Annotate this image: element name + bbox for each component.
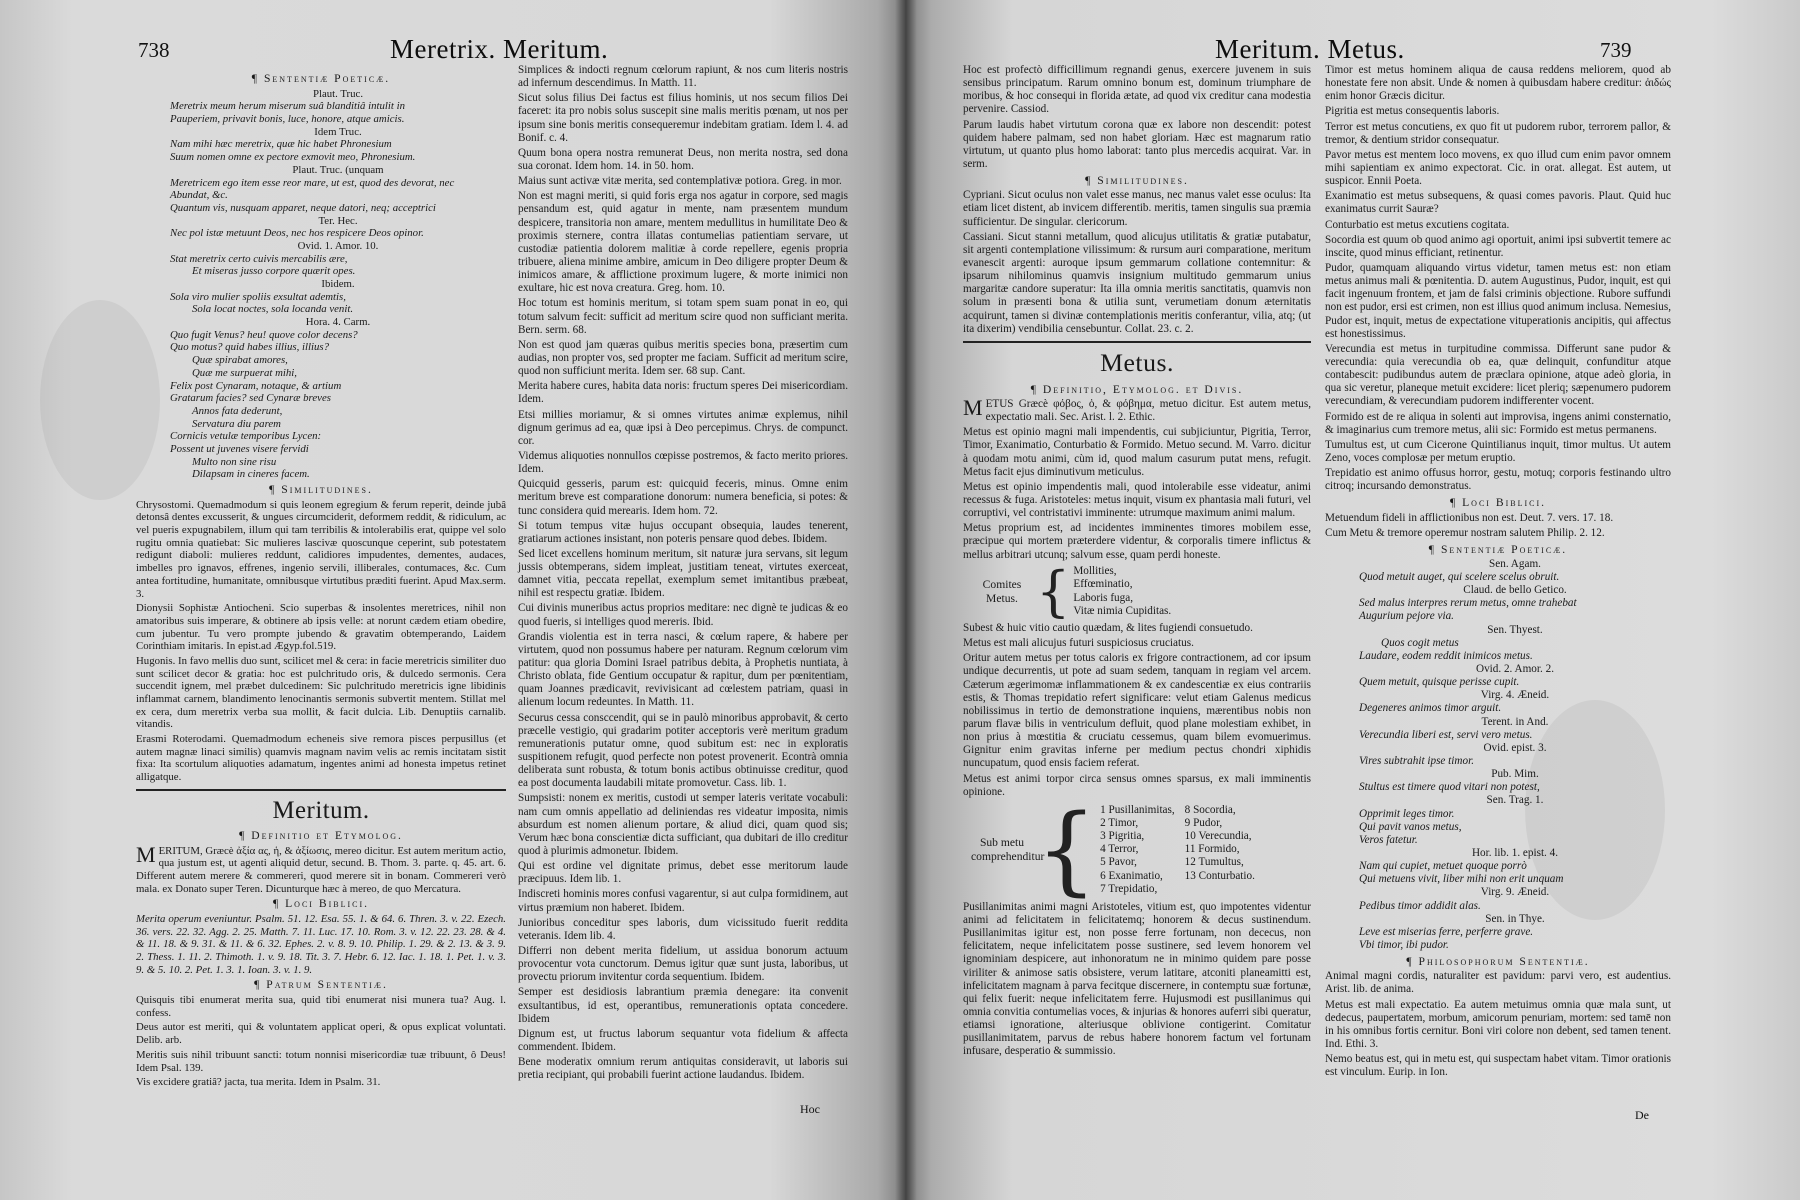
- paragraph: Formido est de re aliqua in solenti aut improvisa, ingens animi consternatio, & imaginarius cum tremore metus, alii sic: Formido est metus permanens.: [1325, 410, 1671, 436]
- paragraph: Animal magni cordis, naturaliter est pavidum: parvi vero, est audentius. Arist. lib. de anima.: [1325, 970, 1671, 996]
- paragraph: Dignum est, ut fructus laborum sequantur vota fidelium & affecta commendent. Ibidem.: [518, 1027, 848, 1053]
- brace-item: 3 Pigritia,: [1100, 830, 1145, 843]
- running-head-left: Meretrix. Meritum.: [390, 34, 609, 64]
- paragraph: METUS Græcè φόβος, ὁ, & φόβημα, metuo dicitur. Est autem metus, expectatio mali. Sec. Arist. l. 2. Ethic.: [963, 394, 1311, 424]
- paragraph: Differri non debent merita fidelium, ut assidua bonorum actuum provocentur vota cunctorum. Demus igitur quæ sunt justa, laboribus, ut provectu priorum invitentur corda sequentium. Ibidem.: [518, 945, 848, 984]
- paragraph: Verecundia est metus in turpitudine commissa. Differunt sane pudor & verecundia: quia verecundia ob ea, quæ delinquit, confunditur atque contabescit: pudibundus autem de præclara opinione, atque adeò gloria, in qua sic veretur, planeque metuit excidere: licet pleriq; sæpenumero pudorem verecundiam, & verecundiam pudorem indifferenter vocent.: [1325, 342, 1671, 408]
- page-number-left: 738: [138, 38, 170, 62]
- paragraph: Junioribus conceditur spes laboris, dum vicissitudo fuerit reddita veteranis. Idem lib. 4.: [518, 916, 848, 942]
- drop-cap: M: [136, 841, 156, 867]
- paragraph: Metus est mali alicujus futuri suspiciosus cruciatus.: [963, 637, 1194, 650]
- left-column-1: [136, 70, 506, 1091]
- section-heading: ¶ Similitudines.: [1085, 174, 1189, 188]
- brace-item: 6 Exanimatio,: [1100, 869, 1163, 882]
- paragraph: Bene moderatix omnium rerum antiquitas consideravit, ut laboris sui pretia recipiant, qui probabili fuerint actione laudandus. Ibidem.: [518, 1056, 848, 1082]
- brace-item: 9 Pudor,: [1184, 816, 1223, 829]
- brace-item: Mollities,: [1073, 564, 1117, 577]
- comites-brace-list: Comites Metus. { Mollities, Effœminatio, Laboris fuga, Vitæ nimia Cupiditas.: [982, 559, 1172, 623]
- brace-item: Vitæ nimia Cupiditas.: [1073, 605, 1172, 618]
- paragraph: Deus autor est meriti, qui & voluntatem applicat operi, & opus explicat voluntati. Delib. arb.: [136, 1021, 506, 1047]
- paragraph: Si totum tempus vitæ hujus occupant obsequia, laudes tenerent, gratiarum actiones insistant, non poteris pensare quod debes. Ibidem.: [518, 519, 848, 545]
- paragraph: Quicquid gesseris, parum est: quicquid feceris, minus. Omne enim meritum breve est comparatione donorum: numera beneficia, si potes: & tunc considera quid merearis. Idem hom. 72.: [518, 478, 848, 517]
- brace-glyph: {: [1036, 793, 1098, 906]
- paragraph: Vis excidere gratiâ? jacta, tua merita. Idem in Psalm. 31.: [136, 1076, 381, 1089]
- paragraph: Qui est ordine vel dignitate primus, debet esse meritorum laude præcipuus. Idem lib. 1.: [518, 860, 848, 886]
- paragraph: Non est quod jam quæras quibus meritis species bona, præsertim cum audias, non propter vos, sed propter me faciam. Sufficit ad meritum scire, quod non sufficiunt merita. Idem ser. 68 sup. Cant.: [518, 338, 848, 378]
- paragraph: Metus est opinio impendentis mali, quod intolerabile esse videatur, animi recessus & fuga. Aristoteles: metus inquit, visum ex phantasia mali futuri, vel corruptivi, vel contristativi imminente: utrumque maximum animi malum.: [963, 480, 1311, 520]
- right-page: [905, 0, 1800, 1200]
- brace-item: 2 Timor,: [1100, 816, 1139, 829]
- brace-item: 7 Trepidatio,: [1100, 882, 1158, 895]
- paragraph: Subest & huic vitio cautio quædam, & lites fugiendi consuetudo.: [963, 622, 1253, 635]
- paragraph: Pusillanimitas animi magni Aristoteles, vitium est, quo impotentes videntur animi ad felicitatem in felicitatemq; honorem & decus sustinendum. Pusillanimitas igitur est, non posse ferre fortunam, non dececus, non felicitatem, neque infelicitatem posse sustinere, sed levem honorem vel ignominiam despicere, aut inhonoratum ne in minimo quidem pare posse viriliter & animose satis obsistere, verum latitare, atconiti planeamitti est, infelicitatem magnam à parva fecitque discernere, in contemptu suæ fortunæ, qui felix fuerit: neque infelicitatem ferre. Hujusmodi est pusillanimus qui omnia convitia contumelias voces, & injurias & honores auferri sibi queratur, etiamsi ignoratione, alteriusque oblivione contigerint. Comitatur pusillanimitatem, parvus de rebus habere honorem factum vel fortunam infusare, desperatio & summissio.: [963, 900, 1311, 1058]
- paragraph: Grandis violentia est in terra nasci, & cœlum rapere, & habere per virtutem, quod non possumus habere per naturam. Regnum cœlorum vim patitur: qua gloria Domini Israel patribus debita, à Prophetis nuntiata, à Christo oblata, fide Gentium occupatur & rapitur, dum per pœnitentiam, quam Joannes prædicavit, revivisicant ad cœlestem patriam, quasi in alienum locum redeuntes. In Matth. 11.: [518, 630, 848, 709]
- paragraph: Securus cessa consccendit, qui se in paulò minoribus approbavit, & certo præcelle vestigio, qui gradarim potiter acceptoris verè meritum gradum remunerationis putatur omne, quod subitum est: nec in exploratis suspitionem refugit, quod perfecte non potest provenerit. Econtrà omnia deliberata sunt robusta, & totum bonis actibus obtinuisse creditur, quod ea post documenta laudabili mitate promovetur. Cass. lib. 1.: [518, 711, 848, 790]
- brace-item: 8 Socordia,: [1184, 803, 1236, 816]
- brace-items: [1073, 565, 1171, 619]
- brace-item: 4 Terror,: [1100, 843, 1139, 856]
- poetic-quotes: Sen. Agam. Quod metuit auget, qui scelere scelus obruit. Claud. de bello Getico. Sed malus interpres rerum metus, omne trahebat Augurium pejore via. Sen. Thyest. Quos cogit metus Laudare, eodem reddit inimicos metus. Ovid. 2. Amor. 2. Quem metuit, quisque perisse cupit. Virg. 4. Æneid. Degeneres animos timor arguit. Terent. in And. Verecundia liberi est, servi vero metus. Ovid. epist. 3. Vires subtrahit ipse timor. Pub. Mim. Stultus est timere quod vitari non potest, Sen. Trag. 1. Opprimit leges timor. Qui pavit vanos metus, Veros fatetur. Hor. lib. 1. epist. 4. Nam qui cupiet, metuet quoque porrò Qui metuens vivit, liber mihi non erit unquam Virg. 9. Æneid. Pedibus timor addidit alas. Sen. in Thye. Leve est miserias ferre, perferre grave. Vbi timor, ibi pudor.: [1359, 557, 1577, 951]
- paragraph: Socordia est quum ob quod animo agi oportuit, animi ipsi subvertit temere ac inscite, quod minus efficiant, retinentur.: [1325, 233, 1671, 259]
- brace-item: 5 Pavor,: [1100, 856, 1137, 869]
- paragraph: Indiscreti hominis mores confusi vagarentur, si aut culpa formidinem, aut virtus præmium non haberet. Ibidem.: [518, 888, 848, 914]
- paragraph: Cui divinis muneribus actus proprios meditare: nec dignè te judicas & eo quod fueris, si intelliges quod mereris. Ibid.: [518, 602, 848, 628]
- section-heading: ¶ Similitudines.: [269, 483, 373, 496]
- paragraph: Simplices & indocti regnum cœlorum rapiunt, & nos cum literis nostris ad infernum descendimus. In Matth. 11.: [518, 64, 848, 90]
- paragraph: Hugonis. In favo mellis duo sunt, scilicet mel & cera: in facie meretricis similiter duo sunt scilicet decor & gratia: hoc est pulchritudo oris, & dulcedo sermonis. Cera succendit ignem, mel præbet dulcedinem: Sic pulchritudo meretricis igne libidinis inflammat carnem, blandimento lenocinantis sermonis subvertit mentem. Stillat mel ex cera, dum meretrix verba sua mollit, & facit dulcia. Lib. Denuptiis carnalib. vitandis.: [136, 654, 506, 731]
- section-heading: ¶ Sententiæ Poeticæ.: [1428, 542, 1568, 556]
- paragraph: Chrysostomi. Quemadmodum si quis leonem egregium & ferum reperit, deinde jubâ detonsâ dentes excusserit, & ungues circumciderit, deformem reddit, & ridiculum, ac vel pueris expugnabilem, illum qui tam terribilis & intolerabilis erat, quippe vel solo rugitu omnia quatiebat: Sic mulieres lascivæ quoscunque ceperint, sub potestatem redigunt diaboli: mulieres reddunt, calidiores impudentes, dementes, audaces, imbelles pro ignavos, effrenes, ingenio servili, illiberales, contumaces, &c. Cum antea fortitudine, humanitate, omnibusque virtutibus præditi fuerint. Apud Max.serm. 3.: [136, 498, 506, 600]
- brace-item: 13 Conturbatio.: [1184, 869, 1255, 882]
- drop-cap: M: [963, 394, 983, 420]
- paragraph: Pavor metus est mentem loco movens, ex quo illud cum enim pavor omnem mihi sapientiam ex animo expectorat. Cic. in orat. allegat. Est autem, ut suspicor. Ennii Poeta.: [1325, 148, 1671, 188]
- paragraph: Pigritia est metus consequentis laboris.: [1325, 105, 1500, 118]
- section-rule: [136, 789, 506, 791]
- section-heading: ¶ Patrum Sententiæ.: [254, 978, 388, 992]
- brace-glyph: {: [1036, 559, 1071, 623]
- paragraph: Trepidatio est animo offusus horror, gestu, motuq; corporis festinando ultro citroq; incursando demonstratus.: [1325, 467, 1671, 493]
- section-heading: ¶ Sententiæ Poeticæ.: [251, 72, 391, 85]
- paragraph: MERITUM, Græcè ἀξία ας, ἡ, & ἀξίωσις, mereo dicitur. Est autem meritum actio, qua justum est, ut agenti aliquid detur, secund. B. Thom. 3. parte. q. 45. art. 6. Different autem merere & commereri, quod merere sit in bonam. Commereri verò mala. ex Donato super Teren. Dicunturque hæc à mereo, de quo Mercatura.: [136, 841, 506, 895]
- brace-item: Laboris fuga,: [1073, 591, 1134, 604]
- section-rule: [963, 341, 1311, 343]
- section-heading: ¶ Definitio et Etymolog.: [239, 828, 403, 842]
- brace-items: [1100, 804, 1259, 896]
- running-head-right: Meritum. Metus.: [1215, 34, 1405, 64]
- paragraph: Etsi millies moriamur, & si omnes virtutes animæ explemus, nihil dignum gerimus ad ea, quæ ipsi à Deo percepimus. Chrys. de compunct. cor.: [518, 408, 848, 447]
- paragraph: Merita habere cures, habita data noris: fructum speres Dei misericordiam. Idem.: [518, 380, 848, 406]
- section-heading: ¶ Philosophorum Sententiæ.: [1406, 955, 1590, 969]
- paragraph: Parum laudis habet virtutum corona quæ ex labore non descendit: potest quidem habere palmam, sed non habet gloriam. Hæc est magnarum ratio virtutum, ut quanto plus homo laborat: tanto plus mercedis acquirat. Var. in serm.: [963, 118, 1311, 170]
- paragraph: Cypriani. Sicut oculus non valet esse manus, nec manus valet esse oculus: Ita etiam licet distent, ab invicem differentib. meritis, tamen singulis sua præmia sufficientur. De singular. clericorum.: [963, 189, 1311, 228]
- right-column-2: [1325, 64, 1671, 1081]
- paper-stain: [40, 300, 160, 500]
- paragraph: Maius sunt activæ vitæ merita, sed contemplativæ potiora. Greg. in mor.: [518, 175, 842, 188]
- paragraph: Oritur autem metus per totus caloris ex frigore contractionem, ad cor ipsum undique decurrentis, ut pote ad suam sedem, tanquam in regiam vel arcem. Cæterum ægerimomæ inflammationem & ex candescentiæ ex eius contrariis estis, & Thomas trepidatio refert significare: velut etiam Galenus medicus nobilissimus in tertio de demonstratione inquiens, mærentibus nobis non parum flavæ bilis in ventriculum defluit, quod plane molestiam exhibet, in non prius à mœstitia & cruciatu cessemus, quam bilem evomuerimus. Gignitur enim gravitas inferne per medium pectus chondri xiphidis nuncupatum, quod ensis faciem referat.: [963, 652, 1311, 770]
- paragraph: Nemo beatus est, qui in metu est, qui suspectam habet vitam. Timor orationis est vinculum. Eurip. in Ion.: [1325, 1053, 1671, 1079]
- paragraph: Cassiani. Sicut stanni metallum, quod alicujus utilitatis & gratiæ putabatur, sit argenti contemplatione vilissimum: & rursum auri comparatione, meritum evanescit argenti: auroque ipsum gemmarum collatione contemnitur: & ipsarum nihilominus quamvis insignium multitudo gemmarum unius margaritæ candore superatur: Ita illa omnia meritis sanctitatis, quamvis non solum in præsenti bona & utilia sunt, verumetiam donum æternitatis acquirunt, tamen si divinæ contemplationis meritis conferantur, vilia, atq; (ut ita dixerim) vendibilia censebuntur. Collat. 23. c. 2.: [963, 230, 1311, 335]
- section-heading: ¶ Loci Biblici.: [272, 897, 370, 911]
- brace-item: 1 Pusillanimitas,: [1100, 803, 1175, 816]
- entry-title-metus: Metus.: [1100, 347, 1174, 377]
- paragraph: Hoc totum est hominis meritum, si totam spem suam ponat in eo, qui totum salvum fecit: sufficit ad meritum scire quod non sufficiant merita. Bern. serm. 68.: [518, 297, 848, 336]
- paragraph: Semper est desidiosis labrantium præmia denegare: ita convenit exsultantibus, id est, operantibus, remunerationis optata concedere. Ibidem: [518, 986, 848, 1025]
- paragraph: Dionysii Sophistæ Antiocheni. Scio superbas & insolentes meretrices, nihil non amatoribus suis imperare, & obtinere ab ipsis velle: at norunt cædem etiam obedire, cum jubentur. Tu vero prompte jubendo & gravatim obtemperando, Laidem Corinthiam imitaris. In epist.ad Ægyp.fol.519.: [136, 602, 506, 653]
- paragraph: Metus proprium est, ad incidentes imminentes timores mobilem esse, præcipue qui mortem præterdere videntur, & corporalis timere inflictus & mellus arbitrari utcunq; salvum esse, quam perdi honeste.: [963, 522, 1311, 561]
- paragraph: Timor est metus hominem aliqua de causa reddens meliorem, quod ab honestate fere non absit. Unde & nomen à quibusdam habere creditur: ἀιδώς enim honor Græcis dicitur.: [1325, 64, 1671, 103]
- poetic-quotes: Plaut. Truc. Meretrix meum herum miserum suâ blanditiâ intulit in Pauperiem, privavit bonis, luce, honore, atque amicis. Idem Truc. Nam mihi hæc meretrix, quæ hic habet Phronesium Suum nomen omne ex pectore exmovit meo, Phronesium. Plaut. Truc. (unquam Meretricem ego item esse reor mare, ut est, quod des devorat, nec Abundat, &c. Quantum vis, nusquam apparet, neque datori, neq; acceptrici Ter. Hec. Nec pol istæ metuunt Deos, nec hos respicere Deos opinor. Ovid. 1. Amor. 10. Stat meretrix certo cuivis mercabilis ære, Et miseras jusso corpore quærit opes. Ibidem. Sola viro mulier spoliis exsultat ademtis, Sola locat noctes, sola locanda venit. Hora. 4. Carm. Quo fugit Venus? heu! quove color decens? Quo motus? quid habes illius, illius? Quæ spirabat amores, Quæ me surpuerat mihi, Felix post Cynaram, notaque, & artium Gratarum facies? sed Cynaræ breves Annos fata dederunt, Servatura diu parem Cornicis vetulæ temporibus Lycen: Possent ut juvenes visere fervidi Multo non sine risu Dilapsam in cineres facem.: [170, 87, 455, 481]
- paragraph: Cum Metu & tremore operemur nostram salutem Philip. 2. 12.: [1325, 526, 1605, 539]
- paragraph: Meritis suis nihil tribuunt sancti: totum nonnisi misericordiæ tuæ tribuunt, ô Deus! Idem Psal. 139.: [136, 1048, 506, 1074]
- paragraph: Sumpsisti: nonem ex meritis, custodi ut semper lateris veritate vocabuli: nam cum omnis appellatio ad deliniendas res videatur imposita, nimis absurdum est nomen alienum portare, & aliud dici, quam quod sis; Verum hæc bona conscientiæ dicta sufficiant, qua dubitari de illo creditur quod à plurimis admonetur. Ibidem.: [518, 792, 848, 858]
- paragraph: Metus est mali expectatio. Ea autem metuimus omnia quæ mala sunt, ut dedecus, paupertatem, morbum, amicorum penuriam, mortem: sed tamē non in his omnibus fortis cernitur. Boni viri colore non debent, sed tamen tenent. Ind. Ethi. 3.: [1325, 998, 1671, 1050]
- catchword-left: Hoc: [800, 1102, 820, 1116]
- brace-item: 12 Tumultus,: [1184, 856, 1244, 869]
- paragraph: Terror est metus concutiens, ex quo fit ut pudorem rubor, terrorem pallor, & tremor, & dentium stridor consequatur.: [1325, 120, 1671, 146]
- paragraph: Merita operum eveniuntur. Psalm. 51. 12. Esa. 55. 1. & 64. 6. Thren. 3. v. 22. Ezech. 36. vers. 22. 32. Agg. 2. 25. Matth. 7. 11. Luc. 17. 10. Rom. 3. v. 12. 22. 23. 28. & 4. & 11. 18. & 9. 31. & 11. & 6. 32. Ephes. 2. v. 8. 9. 10. Philip. 1. 29. & 2. 13. & 3. 9. 2. Thess. 1. 11. 2. Thimoth. 1. v. 9. 18. Tit. 3. 7. Hebr. 6. 12. Iac. 1. 18. 1. Pet. 1. v. 3. 9. & 5. 10. 2. Pet. 1. 3. 1. Ioan. 3. v. 1. 9.: [136, 912, 506, 976]
- paragraph: Sed licet excellens hominum meritum, sit naturæ jura servans, sit legum jussis obtemperans, sidem impleat, justitiam teneat, virtutes exerceat, damnet vitia, peccata repellat, exemplum semet imitantibus præbeat, nihil est respectu gratiæ. Ibidem.: [518, 547, 848, 600]
- left-column-2: [518, 64, 848, 1084]
- entry-title-meritum: Meritum.: [272, 796, 370, 824]
- brace-item: Effœminatio,: [1073, 578, 1133, 591]
- sub-metu-brace-list: Sub metu comprehenditur { 1 Pusillanimitas, 2 Timor, 3 Pigritia, 4 Terror, 5 Pavor, 6 Exanimatio, 7 Trepidatio, 8 Socordia, 9 Pudor, 10 Verecundia, 11 Formido, 12 Tumultus, 13 Conturbatio.: [971, 802, 1311, 898]
- brace-item: 11 Formido,: [1184, 843, 1240, 856]
- book-gutter-shadow: [895, 0, 917, 1200]
- catchword-right: De: [1635, 1108, 1649, 1122]
- paragraph: Hoc est profectò difficillimum regnandi genus, exercere juvenem in suis sensibus principatum. Rarum omnino bonum est, dominum triumphare de moribus, & hoc consequi in florida ætate, ad quod vix creditur cana modestia pervenire. Cassiod.: [963, 64, 1311, 116]
- section-heading: ¶ Definitio, Etymolog. et Divis.: [1030, 382, 1244, 396]
- paragraph: Metuendum fideli in afflictionibus non est. Deut. 7. vers. 17. 18.: [1325, 511, 1614, 524]
- page-number-right: 739: [1600, 38, 1632, 62]
- section-heading: ¶ Loci Biblici.: [1449, 496, 1547, 510]
- paragraph: Non est magni meriti, si quid foris erga nos agatur in corpore, sed magis pensandum est, quid agatur in mente, nam præsentem mundum despicere, transitoria non amare, mentem medullitus in humilitate Deo & proximis sternere, contra illatas contumelias patientiam servare, ut custodiæ patientia dolorem malitiæ à corde repellere, egenis propria tribuere, aliena minime ambire, amicum in Deo diligere propter Deum & inimicos amare, & afflictione proximum lugere, & morte inimici non exultare, hic est nova creatura. Greg. hom. 10.: [518, 190, 848, 295]
- brace-item: 10 Verecundia,: [1184, 830, 1252, 843]
- paragraph: Metus est opinio magni mali impendentis, cui subjiciuntur, Pigritia, Terror, Timor, Exanimatio, Conturbatio & Formido. Metuo secund. M. Varro. dicitur à quodam motu animi, cùm id, quod malum casurum putat mens, refugit. Metus facit ejus diminutivum meticulus.: [963, 426, 1311, 478]
- paragraph: Conturbatio est metus excutiens cogitata.: [1325, 218, 1510, 231]
- paragraph: Quisquis tibi enumerat merita sua, quid tibi enumerat nisi munera tua? Aug. l. confess.: [136, 994, 506, 1019]
- paragraph: Tumultus est, ut cum Cicerone Quintilianus inquit, timor multus. Ut autem Zeno, voces complosæ per metum eruptio.: [1325, 438, 1671, 464]
- paragraph: Exanimatio est metus subsequens, & quasi comes pavoris. Plaut. Quid huc exanimatus currit Sauræ?: [1325, 190, 1671, 216]
- paragraph: Videmus aliquoties nonnullos cœpisse postremos, & facto merito priores. Idem.: [518, 449, 848, 476]
- right-column-1: [963, 64, 1311, 1061]
- paragraph: Sicut solus filius Dei factus est filius hominis, ut nos secum filios Dei faceret: ita pro nobis solus suscepit sine malis meritis pœnam, ut nos per ipsum sine bonis meritis consequeremur indebitam gratiam. Idem l. 4. ad Bonif. c. 4.: [518, 92, 848, 144]
- paragraph: Erasmi Roterodami. Quemadmodum echeneis sive remora pisces perpusillus (et autem magnæ linaci similis) quamvis magnam navim velis ac remis incitatam sistit fixa: Ita scortulum aliquoties adamatum, ingentes animi ad honesta impetus retinet alligatque.: [136, 733, 506, 784]
- paragraph: Metus est animi torpor circa sensus omnes sparsus, ex mali imminentis opinione.: [963, 772, 1311, 798]
- paper-stain: [1525, 700, 1665, 920]
- paragraph: Pudor, quamquam aliquando virtus videtur, tamen metus est: non etiam metus animus mali & pœnitentia. D. autem Augustinus, Pudor, inquit, est qui facit ingenuum frontem, et jam de falsi criminis objectione. Rubore suffundi non est pudor, ersi est crimen, non est illius quod animum inclusa. Nemesius, Pudor est, inquit, metus de expectatione vituperationis ancipitis, qui affectus est honestissimus.: [1325, 261, 1671, 340]
- paragraph: Quum bona opera nostra remunerat Deus, non merita nostra, sed dona sua coronat. Idem hom. 14. in 50. hom.: [518, 146, 848, 172]
